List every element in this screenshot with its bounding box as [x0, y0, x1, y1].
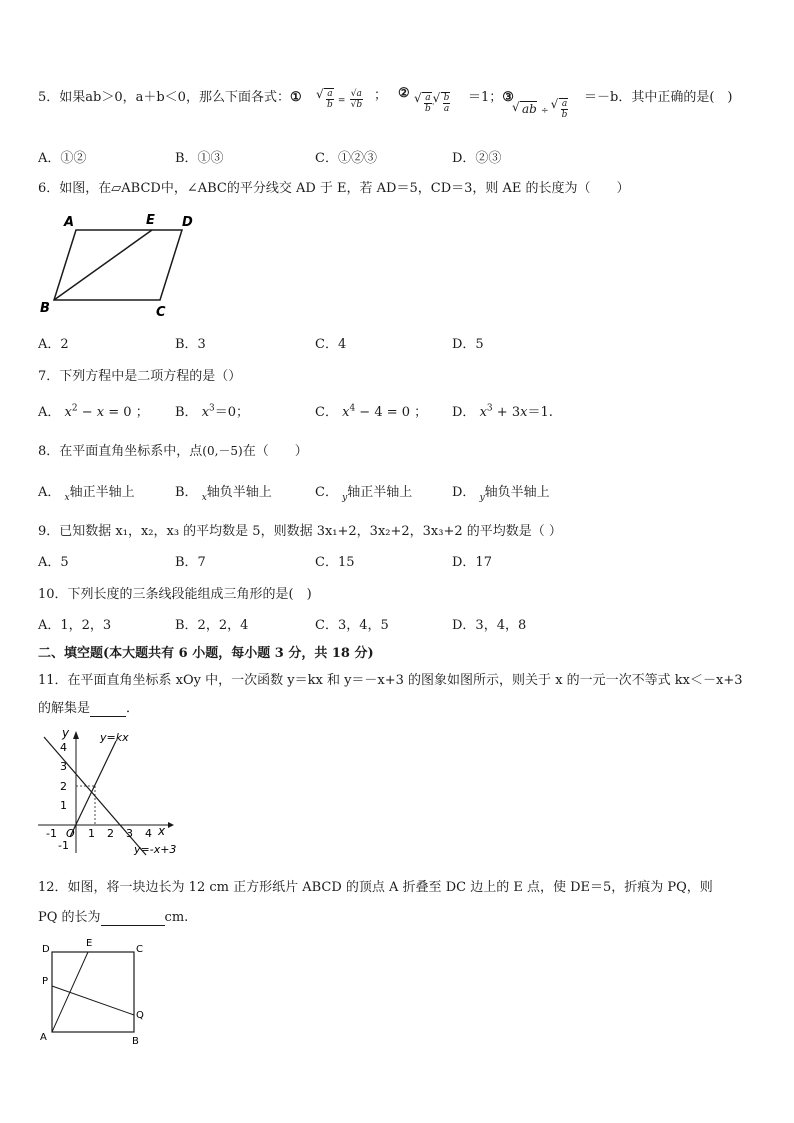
q6-parallelogram-figure [36, 208, 206, 320]
q5-mark2: ② [398, 86, 410, 101]
q11-graph [36, 727, 186, 860]
y-axis-arrow [73, 731, 79, 739]
label-b: B [132, 1036, 139, 1047]
q5-expr1: √ $\frac{a}{b}$ = $\frac{√a}{√b}$ [318, 88, 363, 110]
q6-option-b[interactable]: B．3 [175, 337, 206, 352]
x-tick-3: 3 [126, 827, 133, 840]
q8-stem: 8．在平面直角坐标系中，点(0,－5)在（ ） [38, 444, 308, 459]
q5-option-c[interactable]: C．①②③ [315, 151, 377, 166]
q5-option-d[interactable]: D．②③ [452, 151, 502, 166]
q7-option-d[interactable]: D． $x^3 + 3x=1$. [452, 403, 553, 420]
q12-line1: 12．如图，将一块边长为 12 cm 正方形纸片 ABCD 的顶点 A 折叠至 DC 边上的 E 点，使 DE＝5，折痕为 PQ，则 [38, 880, 713, 895]
label-d: D [182, 215, 193, 230]
q5-option-a[interactable]: A．①② [38, 151, 87, 166]
y-tick-3: 3 [60, 760, 67, 773]
q9-option-a[interactable]: A．5 [38, 555, 69, 570]
q11-line2: 的解集是 ． [38, 701, 140, 716]
q8-option-b[interactable]: B． $_x$轴负半轴上 [175, 485, 272, 503]
label-c: C [156, 305, 166, 320]
q6-option-c[interactable]: C．4 [315, 337, 347, 352]
q7-stem: 7．下列方程中是二项方程的是（） [38, 369, 242, 384]
q7-option-a[interactable]: A． $x^2 - x = 0$ ； [38, 403, 149, 420]
label-e: E [86, 938, 93, 949]
y-tick-neg1: -1 [58, 839, 69, 852]
label-e: E [146, 213, 155, 228]
q8-option-d[interactable]: D． $_y$轴负半轴上 [452, 485, 550, 503]
q7-option-b[interactable]: B． $x^3=0$； [175, 403, 250, 420]
label-a: A [40, 1032, 47, 1043]
q5-expr2-tail: ＝1；③ [468, 90, 514, 105]
q12-answer-blank[interactable] [101, 910, 165, 926]
q9-option-c[interactable]: C．15 [315, 555, 355, 570]
label-d: D [42, 944, 50, 955]
fold-line-pq [52, 986, 134, 1015]
square-abcd [52, 952, 134, 1032]
q5-sep1: ； [374, 88, 388, 103]
section-2-heading: 二、填空题(本大题共有 6 小题，每小题 3 分，共 18 分) [38, 646, 374, 661]
q12-line2: PQ 的长为 cm. [38, 910, 189, 925]
q10-stem: 10．下列长度的三条线段能组成三角形的是( ) [38, 587, 312, 602]
q10-option-b[interactable]: B．2，2，4 [175, 618, 249, 633]
label-p: P [42, 976, 49, 987]
q8-option-c[interactable]: C． $_y$轴正半轴上 [315, 485, 413, 503]
label-b: B [40, 301, 50, 316]
x-axis-arrow [168, 822, 174, 828]
y-tick-2: 2 [60, 780, 67, 793]
q5-option-b[interactable]: B．①③ [175, 151, 224, 166]
parallelogram-abcd [54, 230, 182, 300]
q5-expr3: √ ab ÷ √ $\frac{a}{b}$ [514, 98, 568, 120]
q9-option-b[interactable]: B．7 [175, 555, 206, 570]
label-q: Q [136, 1010, 144, 1021]
line-y-kx [70, 741, 116, 837]
x-tick-2: 2 [107, 827, 114, 840]
y-tick-4: 4 [60, 741, 67, 754]
q9-option-d[interactable]: D．17 [452, 555, 492, 570]
q5-expr3-tail: ＝－b．其中正确的是( ) [584, 90, 733, 105]
x-axis-label: x [158, 824, 166, 838]
origin-label: O [66, 827, 75, 840]
q10-option-c[interactable]: C．3，4，5 [315, 618, 389, 633]
q11-answer-blank[interactable] [90, 701, 126, 717]
q10-option-a[interactable]: A．1，2，3 [38, 618, 112, 633]
q5-stem: 5．如果ab＞0，a＋b＜0，那么下面各式：① [38, 90, 302, 105]
x-tick-neg1: -1 [46, 827, 57, 840]
q12-square-figure [36, 936, 154, 1048]
q5-expr2: √ $\frac{a}{b}$ · √ $\frac{b}{a}$ [416, 92, 450, 114]
line-neg-label: y=-x+3 [134, 843, 177, 856]
q10-option-d[interactable]: D．3，4，8 [452, 618, 527, 633]
q6-option-a[interactable]: A．2 [38, 337, 69, 352]
y-tick-1: 1 [60, 799, 67, 812]
q7-option-c[interactable]: C． $x^4 - 4 = 0$ ； [315, 403, 428, 420]
q9-stem: 9．已知数据 x₁，x₂，x₃ 的平均数是 5，则数据 3x₁+2，3x₂+2，3x₃+2 的平均数是（ ） [38, 524, 562, 539]
x-tick-1: 1 [88, 827, 95, 840]
line-kx-label: y=kx [100, 731, 129, 744]
x-tick-4: 4 [145, 827, 152, 840]
q6-option-d[interactable]: D．5 [452, 337, 484, 352]
q8-option-a[interactable]: A． $_x$轴正半轴上 [38, 485, 135, 503]
y-axis-label: y [62, 727, 70, 740]
q6-stem: 6．如图，在▱ABCD中，∠ABC的平分线交 AD 于 E，若 AD＝5，CD＝3，则 AE 的长度为（ ） [38, 181, 630, 196]
label-a: A [64, 215, 75, 230]
label-c: C [136, 944, 143, 955]
bisector-be [54, 230, 152, 300]
q11-line1: 11．在平面直角坐标系 xOy 中，一次函数 y＝kx 和 y＝－x+3 的图象如图所示，则关于 x 的一元一次不等式 kx＜－x+3 [38, 673, 743, 688]
